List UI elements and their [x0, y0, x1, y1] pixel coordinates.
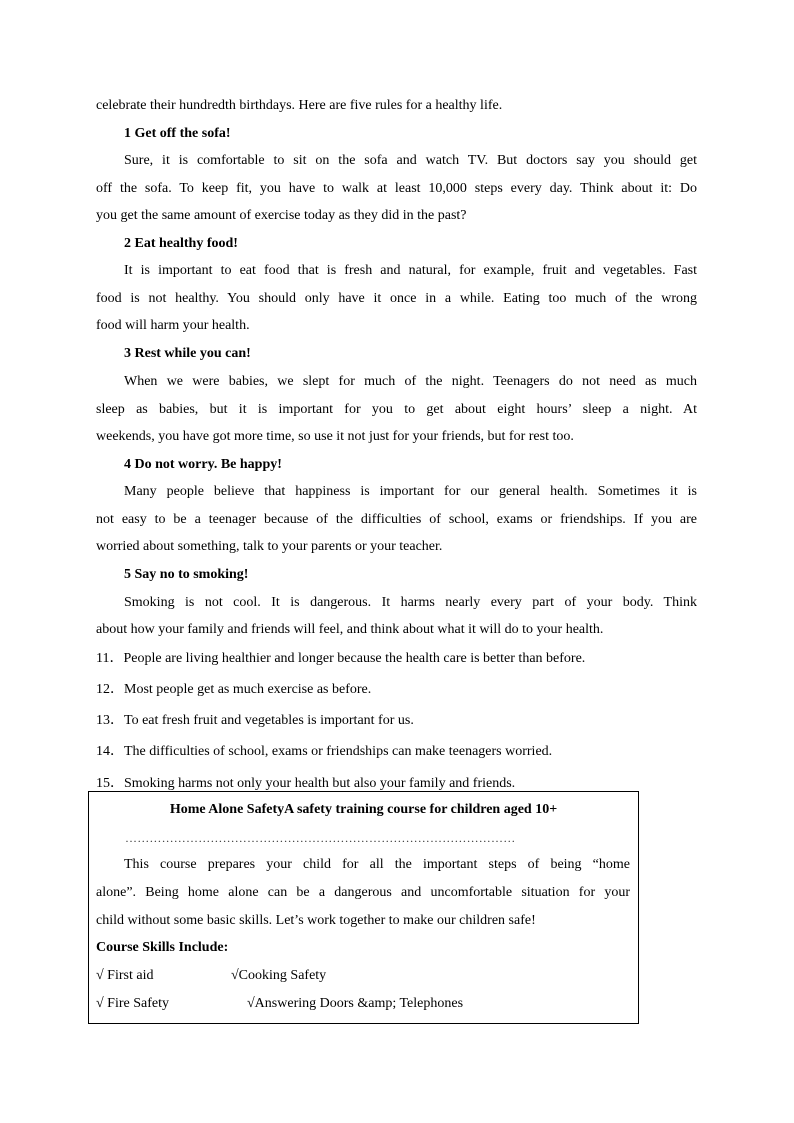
question-number: 15．: [96, 776, 124, 791]
question-text: To eat fresh fruit and vegetables is important for us.: [124, 713, 414, 728]
rule-1-line-2: off the sofa. To keep fit, you have to walk at least 10,000 steps every day. Think about it: Do: [96, 181, 697, 196]
question-text: People are living healthier and longer because the health care is better than before.: [123, 651, 586, 666]
ad-body-line-2: alone”. Being home alone can be a dangerous and uncomfortable situation for your: [96, 885, 630, 900]
question-number: 13．: [96, 713, 124, 728]
ad-title: Home Alone SafetyA safety training course for children aged 10+: [169, 802, 558, 817]
question-text: Most people get as much exercise as before.: [124, 682, 372, 697]
rule-3-line-1: When we were babies, we slept for much of the night. Teenagers do not need as much: [124, 374, 697, 389]
skill-fire-safety: √ Fire Safety: [96, 996, 170, 1011]
question-text: The difficulties of school, exams or friendships can make teenagers worried.: [124, 744, 553, 759]
question-text: Smoking harms not only your health but also your family and friends.: [124, 776, 516, 791]
question-number: 12．: [96, 682, 124, 697]
rule-heading-5: 5 Say no to smoking!: [124, 567, 249, 582]
rule-heading-3: 3 Rest while you can!: [124, 346, 251, 361]
rule-3-line-3: weekends, you have got more time, so use it not just for your friends, but for rest too.: [96, 429, 574, 444]
passage-intro-end: celebrate their hundredth birthdays. Here are five rules for a healthy life.: [96, 98, 503, 113]
question-number: 14．: [96, 744, 124, 759]
ad-dotted-line: ……………………………………………………………………………………: [125, 831, 516, 845]
rule-4-line-3: worried about something, talk to your parents or your teacher.: [96, 539, 443, 554]
rule-2-line-2: food is not healthy. You should only have it once in a while. Eating too much of the wrong: [96, 291, 697, 306]
question-11: [96, 649, 697, 669]
rule-3-line-2: sleep as babies, but it is important for you to get about eight hours’ sleep a night. At: [96, 402, 697, 417]
rule-5-line-1: Smoking is not cool. It is dangerous. It harms nearly every part of your body. Think: [124, 595, 697, 610]
ad-skills-heading: Course Skills Include:: [96, 940, 229, 955]
question-13: [96, 711, 697, 731]
question-12: [96, 680, 697, 700]
rule-1-line-1: Sure, it is comfortable to sit on the sofa and watch TV. But doctors say you should get: [124, 153, 697, 168]
rule-5-line-2: about how your family and friends will feel, and think about what it will do to your health.: [96, 622, 604, 637]
rule-2-line-3: food will harm your health.: [96, 318, 250, 333]
rule-4-line-2: not easy to be a teenager because of the difficulties of school, exams or friendships. If you are: [96, 512, 697, 527]
ad-body-line-3: child without some basic skills. Let’s work together to make our children safe!: [96, 913, 536, 928]
rule-heading-2: 2 Eat healthy food!: [124, 236, 238, 251]
course-ad-box: [88, 791, 639, 1024]
rule-1-line-3: you get the same amount of exercise today as they did in the past?: [96, 208, 467, 223]
skill-cooking-safety: √Cooking Safety: [231, 968, 327, 983]
rule-2-line-1: It is important to eat food that is fresh and natural, for example, fruit and vegetables. Fast: [124, 263, 697, 278]
skill-answering-doors: √Answering Doors &amp; Telephones: [247, 996, 464, 1011]
rule-4-line-1: Many people believe that happiness is important for our general health. Sometimes it is: [124, 484, 697, 499]
skill-first-aid: √ First aid: [96, 968, 154, 983]
question-number: 11．: [96, 651, 124, 666]
question-14: [96, 742, 697, 762]
rule-heading-4: 4 Do not worry. Be happy!: [124, 457, 282, 472]
rule-heading-1: 1 Get off the sofa!: [124, 126, 231, 141]
ad-body-line-1: This course prepares your child for all the important steps of being “home: [124, 857, 630, 872]
